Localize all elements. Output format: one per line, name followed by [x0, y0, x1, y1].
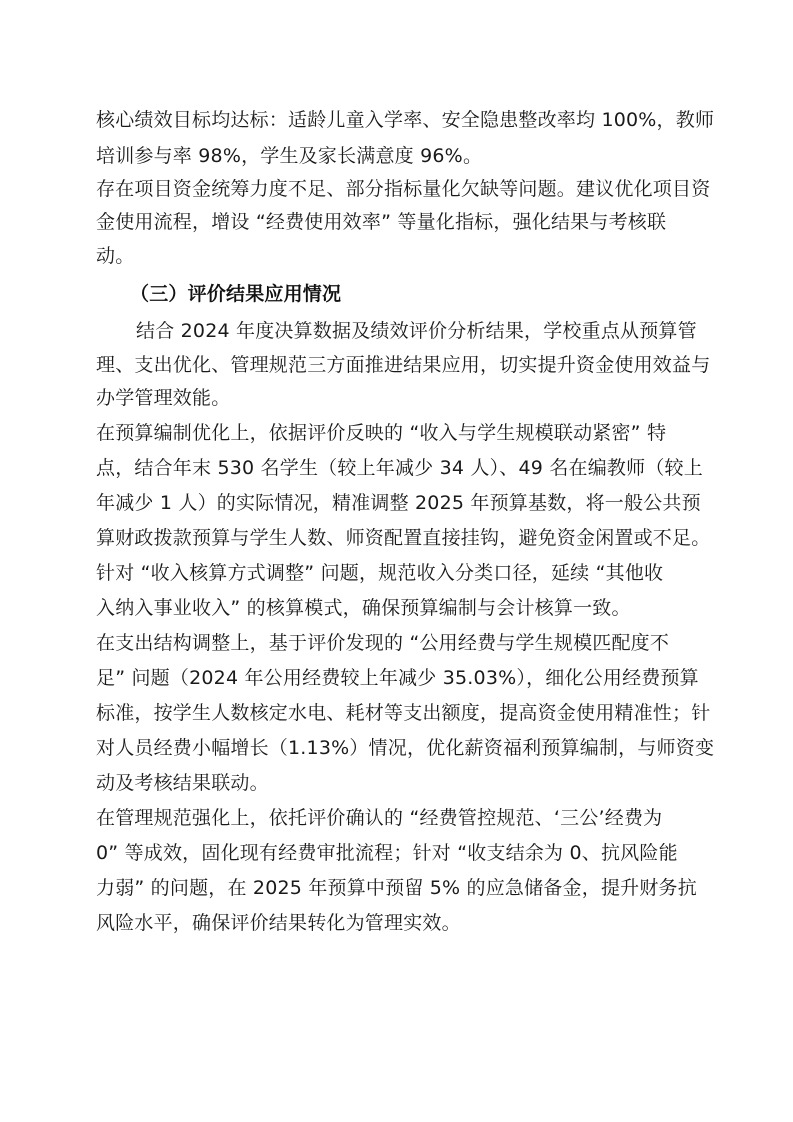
text-line: 力弱” 的问题，在 2025 年预算中预留 5% 的应急储备金，提升财务抗	[96, 877, 697, 899]
text-line: 动。	[96, 245, 135, 267]
text-line: 针对 “收入核算方式调整” 问题，规范收入分类口径，延续 “其他收	[96, 562, 664, 584]
text-line: 风险水平，确保评价结果转化为管理实效。	[96, 912, 461, 934]
text-line: 0” 等成效，固化现有经费审批流程；针对 “收支结余为 0、抗风险能	[96, 842, 678, 864]
text-line: 年减少 1 人）的实际情况，精准调整 2025 年预算基数，将一般公共预	[96, 492, 701, 514]
text-line: 点，结合年末 530 名学生（较上年减少 34 人）、49 名在编教师（较上	[96, 457, 703, 479]
text-line: 在预算编制优化上，依据评价反映的 “收入与学生规模联动紧密” 特	[96, 422, 667, 444]
text-line: 在管理规范强化上，依托评价确认的 “经费管控规范、‘三公’经费为	[96, 807, 663, 829]
section-heading: （三）评价结果应用情况	[130, 283, 342, 305]
text-line: 培训参与率 98%，学生及家长满意度 96%。	[96, 145, 483, 167]
text-line: 理、支出优化、管理规范三方面推进结果应用，切实提升资金使用效益与	[96, 354, 711, 376]
text-line: 标准，按学生人数核定水电、耗材等支出额度，提高资金使用精准性；针	[96, 702, 711, 724]
text-line: 核心绩效目标均达标：适龄儿童入学率、安全隐患整改率均 100%，教师	[96, 109, 715, 131]
text-line: 金使用流程，增设 “经费使用效率” 等量化指标，强化结果与考核联	[96, 211, 667, 233]
text-line: 在支出结构调整上，基于评价发现的 “公用经费与学生规模匹配度不	[96, 632, 670, 654]
text-line: 结合 2024 年度决算数据及绩效评价分析结果，学校重点从预算管	[136, 320, 697, 342]
text-line: 存在项目资金统筹力度不足、部分指标量化欠缺等问题。建议优化项目资	[96, 178, 711, 200]
text-line: 动及考核结果联动。	[96, 772, 269, 794]
text-line: 对人员经费小幅增长（1.13%）情况，优化薪资福利预算编制，与师资变	[96, 737, 715, 759]
text-line: 算财政拨款预算与学生人数、师资配置直接挂钩，避免资金闲置或不足。	[96, 527, 711, 549]
text-line: 入纳入事业收入” 的核算模式，确保预算编制与会计核算一致。	[96, 597, 631, 619]
text-line: 足” 问题（2024 年公用经费较上年减少 35.03%），细化公用经费预算	[96, 667, 699, 689]
text-line: 办学管理效能。	[96, 387, 231, 409]
